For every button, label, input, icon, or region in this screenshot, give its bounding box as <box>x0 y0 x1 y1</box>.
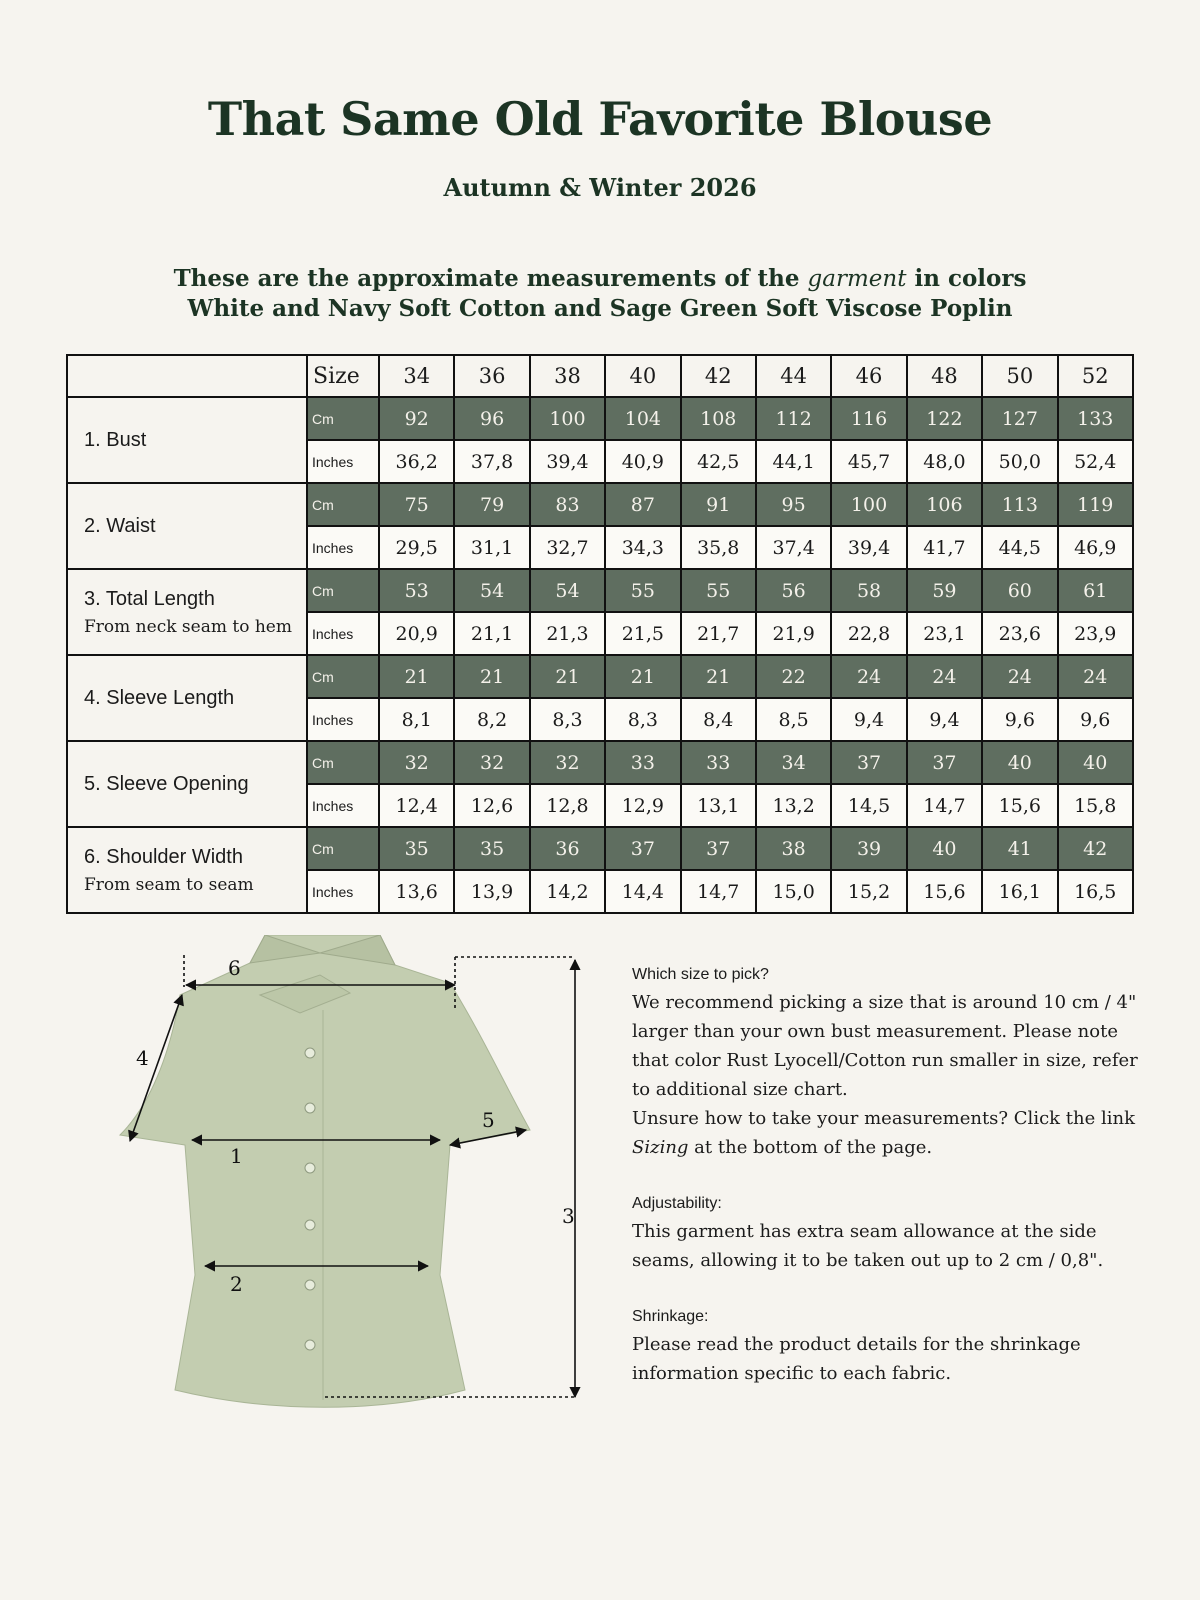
unit-inches: Inches <box>307 526 379 569</box>
intro-line1-em: garment <box>807 266 907 292</box>
value-cell: 20,9 <box>379 612 454 655</box>
measure-row-cm <box>67 741 1133 784</box>
value-cell: 34,3 <box>605 526 680 569</box>
value-cell: 21 <box>681 655 756 698</box>
unit-cm: Cm <box>307 741 379 784</box>
value-cell: 35 <box>379 827 454 870</box>
value-cell: 9,4 <box>907 698 982 741</box>
measure-label <box>67 397 307 483</box>
value-cell: 37 <box>831 741 906 784</box>
value-cell: 33 <box>681 741 756 784</box>
value-cell: 15,2 <box>831 870 906 913</box>
marker-1: 1 <box>230 1144 243 1168</box>
value-cell: 21 <box>605 655 680 698</box>
value-cell: 37 <box>605 827 680 870</box>
adjust-heading: Adjustability: <box>632 1195 722 1212</box>
value-cell: 95 <box>756 483 831 526</box>
value-cell: 39,4 <box>831 526 906 569</box>
unit-inches: Inches <box>307 440 379 483</box>
value-cell: 44,1 <box>756 440 831 483</box>
value-cell: 33 <box>605 741 680 784</box>
size-36: 36 <box>454 355 529 397</box>
value-cell: 29,5 <box>379 526 454 569</box>
measure-sublabel: From neck seam to hem <box>84 616 292 637</box>
value-cell: 83 <box>530 483 605 526</box>
marker-2: 2 <box>230 1272 243 1296</box>
pick-heading: Which size to pick? <box>632 966 769 983</box>
measure-label <box>67 655 307 741</box>
value-cell: 32 <box>454 741 529 784</box>
value-cell: 38 <box>756 827 831 870</box>
value-cell: 23,1 <box>907 612 982 655</box>
value-cell: 108 <box>681 397 756 440</box>
marker-5: 5 <box>482 1108 495 1132</box>
value-cell: 40,9 <box>605 440 680 483</box>
value-cell: 8,4 <box>681 698 756 741</box>
value-cell: 21,3 <box>530 612 605 655</box>
measure-row-cm <box>67 569 1133 612</box>
value-cell: 122 <box>907 397 982 440</box>
value-cell: 13,6 <box>379 870 454 913</box>
value-cell: 46,9 <box>1058 526 1133 569</box>
value-cell: 8,3 <box>605 698 680 741</box>
value-cell: 113 <box>982 483 1057 526</box>
value-cell: 14,4 <box>605 870 680 913</box>
unsure-paragraph <box>632 1104 1152 1162</box>
size-38: 38 <box>530 355 605 397</box>
value-cell: 32 <box>530 741 605 784</box>
measure-label <box>67 483 307 569</box>
value-cell: 127 <box>982 397 1057 440</box>
intro-text <box>0 264 1200 324</box>
value-cell: 36,2 <box>379 440 454 483</box>
measure-label-text: 4. Sleeve Length <box>84 686 235 709</box>
adjust-text: This garment has extra seam allowance at the side seams, allowing it to be taken out up to 2 cm / 0,8". <box>632 1221 1104 1271</box>
value-cell: 41,7 <box>907 526 982 569</box>
value-cell: 12,6 <box>454 784 529 827</box>
measure-row-cm <box>67 483 1133 526</box>
value-cell: 45,7 <box>831 440 906 483</box>
size-42: 42 <box>681 355 756 397</box>
value-cell: 44,5 <box>982 526 1057 569</box>
page-title: That Same Old Favorite Blouse <box>207 92 993 146</box>
sizing-post: at the bottom of the page. <box>688 1137 933 1158</box>
value-cell: 40 <box>982 741 1057 784</box>
value-cell: 21 <box>530 655 605 698</box>
value-cell: 56 <box>756 569 831 612</box>
size-50: 50 <box>982 355 1057 397</box>
value-cell: 58 <box>831 569 906 612</box>
value-cell: 32 <box>379 741 454 784</box>
marker-4: 4 <box>136 1046 149 1070</box>
value-cell: 42 <box>1058 827 1133 870</box>
unit-inches: Inches <box>307 612 379 655</box>
value-cell: 8,5 <box>756 698 831 741</box>
value-cell: 92 <box>379 397 454 440</box>
value-cell: 100 <box>831 483 906 526</box>
measure-row-cm <box>67 397 1133 440</box>
value-cell: 13,9 <box>454 870 529 913</box>
value-cell: 42,5 <box>681 440 756 483</box>
value-cell: 37 <box>907 741 982 784</box>
value-cell: 21,5 <box>605 612 680 655</box>
intro-line2: White and Navy Soft Cotton and Sage Green Soft Viscose Poplin <box>187 295 1013 322</box>
value-cell: 8,1 <box>379 698 454 741</box>
value-cell: 61 <box>1058 569 1133 612</box>
unit-cm: Cm <box>307 569 379 612</box>
value-cell: 52,4 <box>1058 440 1133 483</box>
marker-3: 3 <box>562 1204 575 1228</box>
value-cell: 15,6 <box>982 784 1057 827</box>
value-cell: 15,6 <box>907 870 982 913</box>
value-cell: 37 <box>681 827 756 870</box>
value-cell: 55 <box>681 569 756 612</box>
intro-line1-pre: These are the approximate measurements of the <box>173 265 808 292</box>
intro-line1-post: in colors <box>906 265 1027 292</box>
value-cell: 75 <box>379 483 454 526</box>
marker-6: 6 <box>228 956 241 980</box>
value-cell: 36 <box>530 827 605 870</box>
value-cell: 21,7 <box>681 612 756 655</box>
value-cell: 14,2 <box>530 870 605 913</box>
value-cell: 40 <box>907 827 982 870</box>
value-cell: 37,8 <box>454 440 529 483</box>
value-cell: 14,7 <box>907 784 982 827</box>
shrink-text: Please read the product details for the shrinkage information specific to each fabric. <box>632 1334 1081 1384</box>
pick-text: We recommend picking a size that is around 10 cm / 4" larger than your own bust measurement. Please note that color Rust Lyocell/Cotton run smaller in size, refer to additional size chart. <box>632 992 1138 1100</box>
value-cell: 24 <box>1058 655 1133 698</box>
value-cell: 21 <box>379 655 454 698</box>
blouse-diagram <box>110 935 600 1435</box>
value-cell: 21,1 <box>454 612 529 655</box>
value-cell: 116 <box>831 397 906 440</box>
value-cell: 112 <box>756 397 831 440</box>
value-cell: 24 <box>831 655 906 698</box>
value-cell: 106 <box>907 483 982 526</box>
size-48: 48 <box>907 355 982 397</box>
value-cell: 55 <box>605 569 680 612</box>
size-52: 52 <box>1058 355 1133 397</box>
size-46: 46 <box>831 355 906 397</box>
measure-label-text: 3. Total Length <box>84 587 215 610</box>
blouse-illustration <box>120 935 530 1407</box>
value-cell: 35,8 <box>681 526 756 569</box>
value-cell: 50,0 <box>982 440 1057 483</box>
value-cell: 54 <box>454 569 529 612</box>
unit-inches: Inches <box>307 698 379 741</box>
value-cell: 53 <box>379 569 454 612</box>
value-cell: 32,7 <box>530 526 605 569</box>
value-cell: 9,6 <box>1058 698 1133 741</box>
size-40: 40 <box>605 355 680 397</box>
value-cell: 21,9 <box>756 612 831 655</box>
unit-cm: Cm <box>307 827 379 870</box>
measure-label <box>67 827 307 913</box>
value-cell: 96 <box>454 397 529 440</box>
value-cell: 39,4 <box>530 440 605 483</box>
value-cell: 31,1 <box>454 526 529 569</box>
value-cell: 8,2 <box>454 698 529 741</box>
value-cell: 22 <box>756 655 831 698</box>
value-cell: 133 <box>1058 397 1133 440</box>
value-cell: 13,2 <box>756 784 831 827</box>
unit-cm: Cm <box>307 655 379 698</box>
size-header-row <box>67 355 1133 397</box>
unit-inches: Inches <box>307 870 379 913</box>
value-cell: 8,3 <box>530 698 605 741</box>
value-cell: 14,7 <box>681 870 756 913</box>
value-cell: 15,8 <box>1058 784 1133 827</box>
value-cell: 21 <box>454 655 529 698</box>
unsure-text: Unsure how to take your measurements? Click the link <box>632 1108 1135 1129</box>
size-header: Size <box>307 355 379 397</box>
value-cell: 24 <box>907 655 982 698</box>
measure-row-cm <box>67 655 1133 698</box>
size-34: 34 <box>379 355 454 397</box>
corner-cell <box>67 355 307 397</box>
value-cell: 13,1 <box>681 784 756 827</box>
value-cell: 119 <box>1058 483 1133 526</box>
value-cell: 16,1 <box>982 870 1057 913</box>
value-cell: 12,8 <box>530 784 605 827</box>
shrink-heading: Shrinkage: <box>632 1308 709 1325</box>
value-cell: 9,4 <box>831 698 906 741</box>
size-info <box>632 962 1152 1388</box>
size-table <box>66 354 1134 914</box>
value-cell: 60 <box>982 569 1057 612</box>
value-cell: 35 <box>454 827 529 870</box>
value-cell: 23,9 <box>1058 612 1133 655</box>
value-cell: 40 <box>1058 741 1133 784</box>
measure-label-text: 5. Sleeve Opening <box>84 772 249 795</box>
value-cell: 22,8 <box>831 612 906 655</box>
measure-sublabel: From seam to seam <box>84 874 254 895</box>
value-cell: 59 <box>907 569 982 612</box>
sizing-link[interactable]: Sizing <box>632 1137 689 1158</box>
value-cell: 14,5 <box>831 784 906 827</box>
value-cell: 104 <box>605 397 680 440</box>
unit-cm: Cm <box>307 483 379 526</box>
measure-label <box>67 741 307 827</box>
measure-label-text: 2. Waist <box>84 514 156 537</box>
value-cell: 24 <box>982 655 1057 698</box>
measure-row-cm <box>67 827 1133 870</box>
measure-label-text: 1. Bust <box>84 428 147 451</box>
value-cell: 16,5 <box>1058 870 1133 913</box>
measure-label-text: 6. Shoulder Width <box>84 845 243 868</box>
value-cell: 100 <box>530 397 605 440</box>
value-cell: 12,9 <box>605 784 680 827</box>
value-cell: 48,0 <box>907 440 982 483</box>
value-cell: 39 <box>831 827 906 870</box>
unit-cm: Cm <box>307 397 379 440</box>
value-cell: 15,0 <box>756 870 831 913</box>
value-cell: 37,4 <box>756 526 831 569</box>
value-cell: 23,6 <box>982 612 1057 655</box>
value-cell: 91 <box>681 483 756 526</box>
size-44: 44 <box>756 355 831 397</box>
value-cell: 9,6 <box>982 698 1057 741</box>
value-cell: 54 <box>530 569 605 612</box>
unit-inches: Inches <box>307 784 379 827</box>
value-cell: 41 <box>982 827 1057 870</box>
value-cell: 79 <box>454 483 529 526</box>
value-cell: 12,4 <box>379 784 454 827</box>
measure-label <box>67 569 307 655</box>
value-cell: 34 <box>756 741 831 784</box>
value-cell: 87 <box>605 483 680 526</box>
season-subtitle: Autumn & Winter 2026 <box>443 173 757 202</box>
